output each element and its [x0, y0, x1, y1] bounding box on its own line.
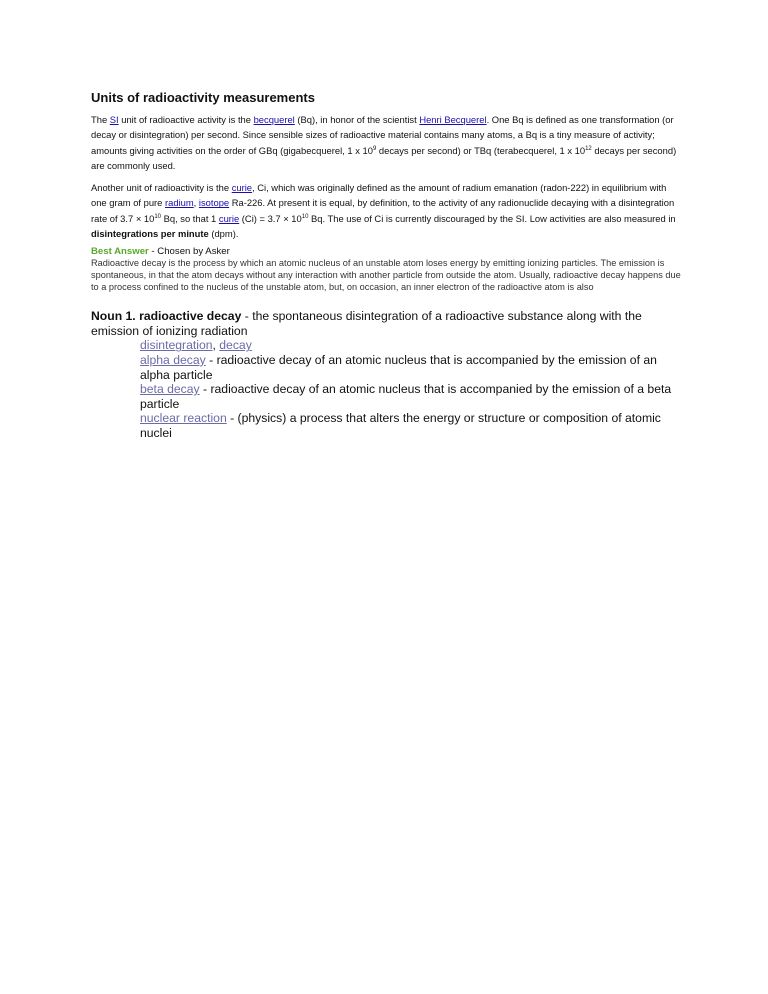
sense-beta-decay — [140, 382, 681, 411]
text: The — [91, 114, 110, 125]
text: . One Bq is defined as one transformation (or decay or disintegration) per second. Since sensible sizes of radioactive material contains many atoms, a Bq is a tiny measure of activity; amounts giving activities on the order of GBq (gigabecquerel, 1 x 10 — [91, 114, 674, 156]
paragraph-curie — [91, 180, 681, 241]
related-terms — [91, 338, 681, 440]
text: Bq. The use of Ci is currently discouraged by the SI. Low activities are also measured in — [308, 212, 676, 224]
text: Bq, so that 1 — [161, 212, 219, 224]
link-henri-becquerel[interactable]: Henri Becquerel — [419, 114, 487, 125]
best-answer-text: Radioactive decay is the process by which an atomic nucleus of an unstable atom loses energy by emitting ionizing particles. The emission is spontaneous, in that the atom decays without any interaction with another particle from outside the atom. Usually, radioactive decay happens due to a process confined to the nucleus of the unstable atom, but, on occasion, an inner electron of the radioactive atom is also — [91, 258, 681, 292]
alpha-decay-def: - radioactive decay of an atomic nucleus that is accompanied by the emission of an alpha particle — [140, 352, 657, 382]
text: (Bq), in honor of the scientist — [294, 114, 420, 125]
link-radium[interactable]: radium — [165, 197, 194, 209]
noun-def-text: - the spontaneous disintegration of a radioactive substance along with the emission of ionizing radiation — [91, 309, 642, 338]
chosen-by-asker: - Chosen by Asker — [148, 246, 230, 258]
synonyms-line — [140, 338, 681, 353]
text: decays per second) or TBq (terabecquerel, 1 x 10 — [376, 144, 586, 156]
text: (dpm). — [208, 228, 239, 240]
text: unit of radioactive activity is the — [118, 114, 254, 125]
link-becquerel[interactable]: becquerel — [253, 114, 295, 125]
noun-definition — [91, 309, 681, 338]
text: (Ci) = 3.7 × 10 — [239, 212, 302, 224]
text: Another unit of radioactivity is the — [91, 182, 232, 194]
superscript: 10 — [154, 213, 162, 220]
best-answer-header — [91, 246, 681, 258]
text: Ra-226. At present it is equal, by definition, to the activity of any radionuclide decaying with a disintegration rate of 3.7 × 10 — [91, 197, 675, 224]
superscript: 10 — [301, 213, 309, 220]
link-nuclear-reaction[interactable]: nuclear reaction — [140, 411, 227, 426]
superscript: 9 — [372, 145, 377, 152]
document-page — [91, 90, 681, 441]
link-curie-2[interactable]: curie — [218, 212, 240, 224]
link-decay[interactable]: decay — [219, 338, 252, 353]
separator: , — [212, 338, 220, 353]
noun-headword: Noun 1. radioactive decay — [91, 309, 242, 324]
beta-decay-def: - radioactive decay of an atomic nucleus that is accompanied by the emission of a beta particle — [140, 382, 672, 411]
bold-term-dpm: disintegrations per minute — [91, 228, 209, 240]
page-title: Units of radioactivity measurements — [91, 90, 315, 105]
text: , — [193, 197, 199, 209]
dictionary-entry — [91, 309, 681, 440]
link-isotope[interactable]: isotope — [198, 197, 230, 209]
text: , Ci, which was originally defined as the amount of radium emanation (radon-222) in equilibrium with one gram of pure — [91, 182, 667, 209]
superscript: 12 — [585, 145, 592, 152]
best-answer-label: Best Answer — [91, 246, 149, 258]
link-curie[interactable]: curie — [231, 182, 253, 194]
nuclear-reaction-def: - (physics) a process that alters the energy or structure or composition of atomic nuclei — [140, 411, 661, 440]
sense-nuclear-reaction — [140, 411, 681, 440]
link-si[interactable]: SI — [109, 114, 119, 125]
link-disintegration[interactable]: disintegration — [140, 338, 213, 353]
paragraph-becquerel — [91, 112, 681, 173]
sense-alpha-decay — [140, 353, 681, 382]
text: decays per second) are commonly used. — [91, 144, 677, 171]
link-alpha-decay[interactable]: alpha decay — [140, 352, 206, 367]
link-beta-decay[interactable]: beta decay — [140, 382, 200, 397]
